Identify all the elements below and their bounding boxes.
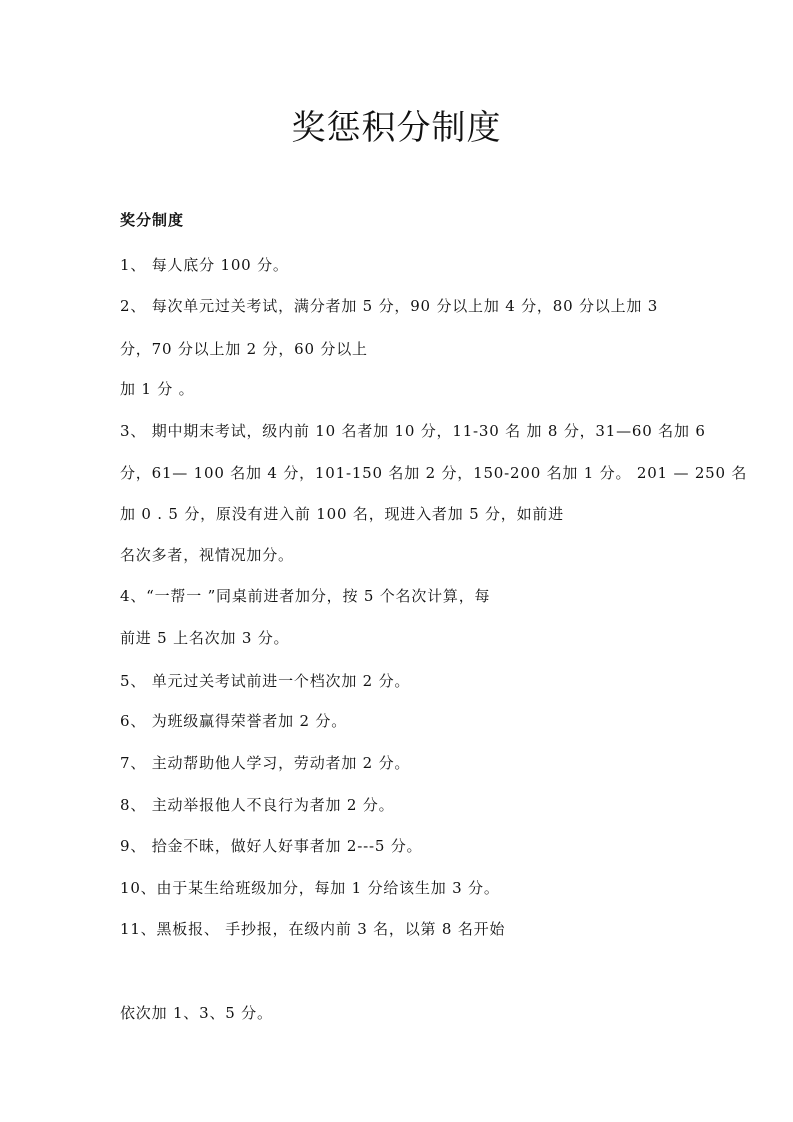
rule-line: 3、 期中期末考试，级内前 10 名者加 10 分，11-30 名 加 8 分，31—60 名加 6 [120,422,706,440]
rule-line: 6、 为班级赢得荣誉者加 2 分。 [120,712,347,730]
rule-line: 名次多者，视情况加分。 [120,546,294,564]
rule-line: 11、黑板报、 手抄报，在级内前 3 名，以第 8 名开始 [120,920,506,938]
rule-line: 9、 拾金不昧，做好人好事者加 2---5 分。 [120,837,423,855]
section-heading: 奖分制度 [120,211,185,229]
rule-line: 2、 每次单元过关考试，满分者加 5 分，90 分以上加 4 分，80 分以上加 3 [120,297,659,315]
rule-line: 5、 单元过关考试前进一个档次加 2 分。 [120,672,411,690]
rule-line: 分，61— 100 名加 4 分，101-150 名加 2 分，150-200 名加 1 分。 201 — 250 名 [120,464,748,482]
rule-line: 分，70 分以上加 2 分，60 分以上 [120,340,368,358]
rule-line: 前进 5 上名次加 3 分。 [120,629,290,647]
rule-line: 1、 每人底分 100 分。 [120,256,289,274]
rule-line: 加 0 . 5 分，原没有进入前 100 名，现进入者加 5 分，如前进 [120,505,564,523]
rule-line: 8、 主动举报他人不良行为者加 2 分。 [120,796,395,814]
rule-line: 加 1 分 。 [120,380,195,398]
rule-line: 依次加 1、3、5 分。 [120,1004,273,1022]
rule-line: 7、 主动帮助他人学习，劳动者加 2 分。 [120,754,411,772]
document-title: 奖惩积分制度 [291,108,502,148]
rule-line: 10、由于某生给班级加分，每加 1 分给该生加 3 分。 [120,879,500,897]
rule-line: 4、“一帮一 ”同桌前进者加分，按 5 个名次计算，每 [120,587,491,605]
